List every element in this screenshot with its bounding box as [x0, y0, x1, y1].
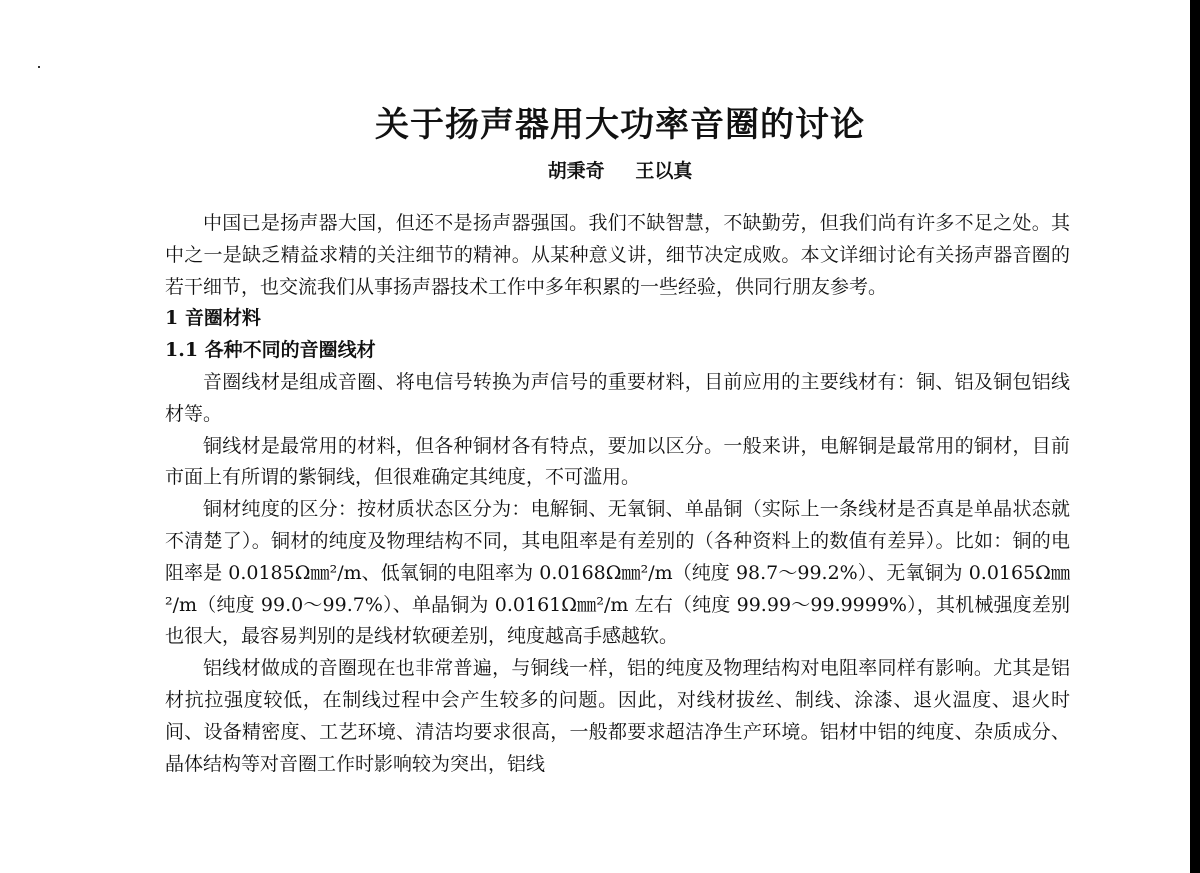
- scan-speck: [38, 66, 40, 68]
- body-paragraph: 铝线材做成的音圈现在也非常普遍，与铜线一样，铝的纯度及物理结构对电阻率同样有影响。尤其是铝材抗拉强度较低，在制线过程中会产生较多的问题。因此，对线材拔丝、制线、涂漆、退火温度、退火时间、设备精密度、工艺环境、清洁均要求很高，一般都要求超洁净生产环境。铝材中铝的纯度、杂质成分、晶体结构等对音圈工作时影响较为突出，铝线: [165, 657, 1070, 775]
- section-heading: 1 音圈材料: [165, 307, 261, 330]
- article-title: 关于扬声器用大功率音圈的讨论: [375, 105, 865, 145]
- scan-edge-border: [1190, 0, 1200, 873]
- body-paragraph: 铜材纯度的区分：按材质状态区分为：电解铜、无氧铜、单晶铜（实际上一条线材是否真是单晶状态就不清楚了）。铜材的纯度及物理结构不同，其电阻率是有差别的（各种资料上的数值有差异）。比如：铜的电阻率是 0.0185Ω㎜²/m、低氧铜的电阻率为 0.0168Ω㎜²/m（纯度 98.7～99.2%）、无氧铜为 0.0165Ω㎜²/m（纯度 99.0～99.7%）、单晶铜为 0.0161Ω㎜²/m 左右（纯度 99.99～99.9999%），其机械强度差别也很大，最容易判别的是线材软硬差别，纯度越高手感越软。: [165, 498, 1070, 648]
- author-line: [0, 156, 1200, 186]
- intro-paragraph: 中国已是扬声器大国，但还不是扬声器强国。我们不缺智慧，不缺勤劳，但我们尚有许多不足之处。其中之一是缺乏精益求精的关注细节的精神。从某种意义讲，细节决定成败。本文详细讨论有关扬声器音圈的若干细节，也交流我们从事扬声器技术工作中多年积累的一些经验，供同行朋友参考。: [165, 212, 1070, 298]
- body-paragraph: 铜线材是最常用的材料，但各种铜材各有特点，要加以区分。一般来讲，电解铜是最常用的铜材，目前市面上有所谓的紫铜线，但很难确定其纯度，不可滥用。: [165, 434, 1070, 489]
- author-name: 王以真: [635, 160, 693, 182]
- author-name: 胡秉奇: [547, 160, 605, 182]
- article-body: [165, 208, 1070, 780]
- subsection-heading: 1.1 各种不同的音圈线材: [165, 339, 376, 362]
- body-paragraph: 音圈线材是组成音圈、将电信号转换为声信号的重要材料，目前应用的主要线材有：铜、铝及铜包铝线材等。: [165, 370, 1070, 425]
